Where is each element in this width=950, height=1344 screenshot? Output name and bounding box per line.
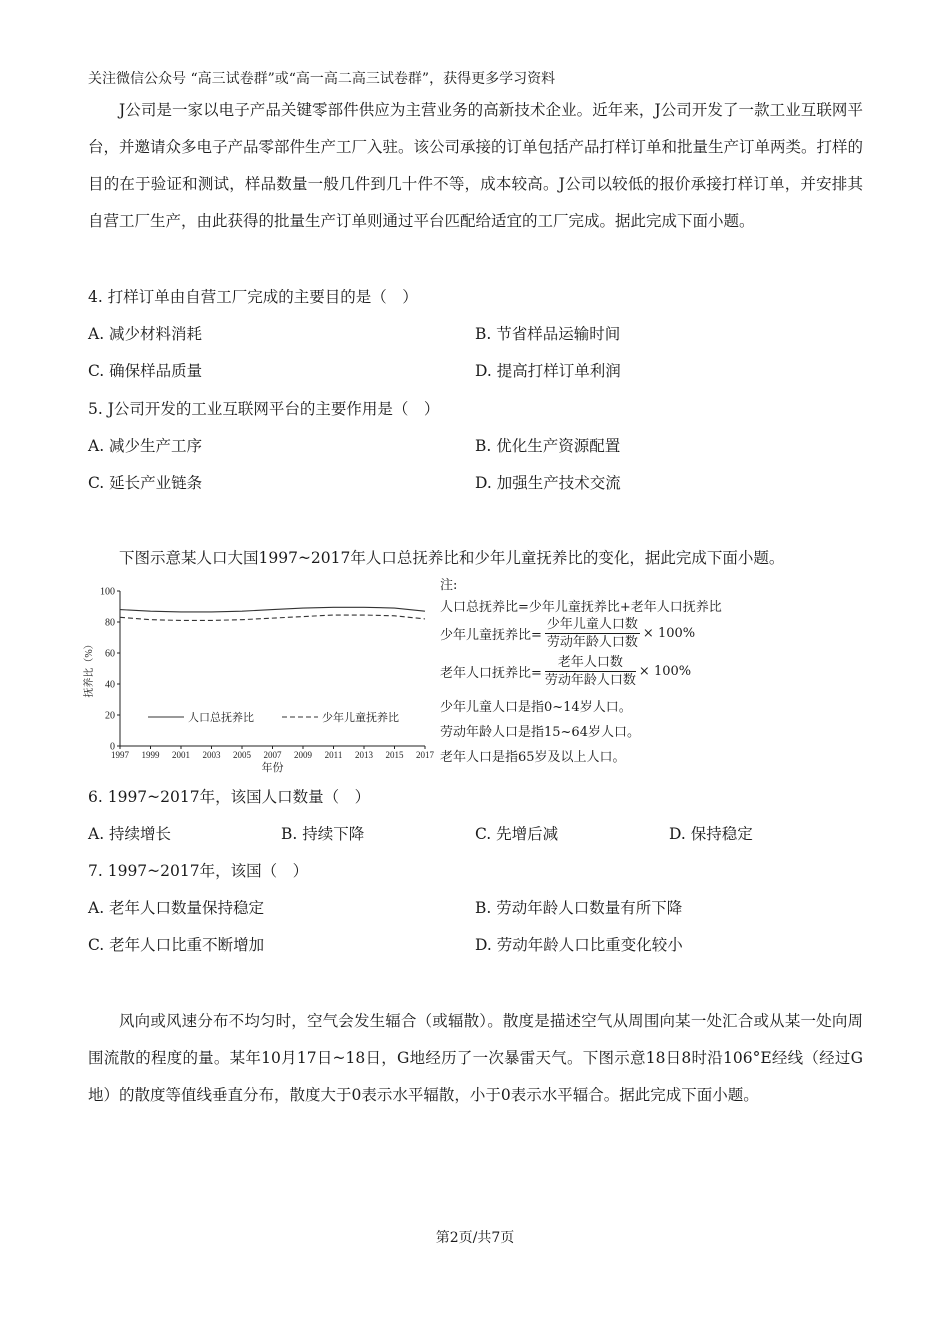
q6-option-a[interactable]: A. 持续增长 (88, 825, 172, 843)
q6-option-c[interactable]: C. 先增后减 (475, 825, 559, 843)
legend-label: 人口总抚养比 (188, 712, 254, 724)
x-tick-label: 2013 (355, 750, 373, 760)
passage-divergence (88, 1003, 863, 1114)
note-line-1: 人口总抚养比=少年儿童抚养比+老年人口抚养比 (440, 600, 722, 615)
numerator: 少年儿童人口数 (546, 617, 638, 632)
y-tick-label: 60 (105, 648, 115, 660)
x-tick-label: 2009 (294, 750, 312, 760)
series-line-2 (120, 615, 425, 620)
y-tick-label: 0 (110, 741, 115, 753)
chart-axes (82, 587, 435, 775)
q7-option-b[interactable]: B. 劳动年龄人口数量有所下降 (475, 899, 683, 917)
q4-option-d[interactable]: D. 提高打样订单利润 (475, 362, 621, 380)
legend-label: 少年儿童抚养比 (322, 712, 399, 724)
q6-stem: 6. 1997~2017年，该国人口数量（ ） (88, 788, 371, 806)
x-tick-label: 2007 (263, 750, 282, 760)
denominator: 劳动年龄人口数 (546, 635, 638, 650)
q4-stem: 4. 打样订单由自营工厂完成的主要目的是（ ） (88, 288, 418, 306)
chart-series (120, 607, 425, 620)
note-line-6: 老年人口是指65岁及以上人口。 (440, 750, 626, 765)
q4-option-c[interactable]: C. 确保样品质量 (88, 362, 203, 380)
y-tick-label: 100 (100, 586, 115, 598)
x-axis-label: 年份 (261, 762, 284, 774)
x-tick-label: 2017 (416, 750, 434, 760)
q5-stem: 5. J公司开发的工业互联网平台的主要作用是（ ） (88, 400, 440, 418)
note-formula-suffix: × 100% (638, 664, 692, 679)
q7-stem: 7. 1997~2017年，该国（ ） (88, 862, 309, 880)
passage-j-company (88, 92, 863, 240)
page-footer: 第2页/共7页 (435, 1230, 515, 1246)
note-formula-label: 老年人口抚养比= (440, 666, 542, 681)
note-formula-label: 少年儿童抚养比= (440, 628, 542, 643)
fraction (545, 616, 640, 651)
note-formula-suffix: × 100% (642, 626, 696, 641)
note-line-4: 少年儿童人口是指0~14岁人口。 (440, 700, 632, 715)
y-tick-label: 80 (105, 617, 115, 629)
q5-option-a[interactable]: A. 减少生产工序 (88, 437, 203, 455)
x-tick-label: 2003 (202, 750, 221, 760)
y-tick-label: 20 (105, 710, 115, 722)
note-line-5: 劳动年龄人口是指15~64岁人口。 (440, 725, 640, 740)
note-line-3 (440, 654, 691, 689)
denominator: 劳动年龄人口数 (544, 673, 636, 688)
passage-text: 风向或风速分布不均匀时，空气会发生辐合（或辐散）。散度是描述空气从周围向某一处汇合或从某一处向周围流散的程度的量。某年10月17日~18日，G地经历了一次暴雷天气。下图示意18日8时沿106°E经线（经过G地）的散度等值线垂直分布，散度大于0表示水平辐散，小于0表示水平辐合。据此完成下面小题。 (88, 1012, 863, 1104)
q5-option-c[interactable]: C. 延长产业链条 (88, 474, 203, 492)
page-header: 关注微信公众号 “高三试卷群”或“高一高二高三试卷群”，获得更多学习资料 (88, 71, 556, 87)
passage-population (88, 540, 863, 577)
passage-text: J公司是一家以电子产品关键零部件供应为主营业务的高新技术企业。近年来，J公司开发了一款工业互联网平台，并邀请众多电子产品零部件生产工厂入驻。该公司承接的订单包括产品打样订单和批量生产订单两类。打样的目的在于验证和测试，样品数量一般几件到几十件不等，成本较高。J公司以较低的报价承接打样订单，并安排其自营工厂生产，由此获得的批量生产订单则通过平台匹配给适宜的工厂完成。据此完成下面小题。 (88, 101, 864, 230)
q7-option-d[interactable]: D. 劳动年龄人口比重变化较小 (475, 936, 683, 954)
q6-option-b[interactable]: B. 持续下降 (281, 825, 365, 843)
y-axis-label: 抚养比（%） (84, 639, 95, 698)
dependency-ratio-chart (80, 580, 440, 780)
x-tick-label: 2011 (324, 750, 343, 760)
passage-text: 下图示意某人口大国1997~2017年人口总抚养比和少年儿童抚养比的变化，据此完成下面小题。 (119, 549, 785, 567)
note-title: 注: (440, 578, 458, 593)
numerator: 老年人口数 (545, 654, 636, 672)
q7-option-c[interactable]: C. 老年人口比重不断增加 (88, 936, 265, 954)
series-line-1 (120, 607, 425, 612)
x-tick-label: 1999 (141, 750, 160, 760)
fraction (545, 654, 636, 689)
q7-option-a[interactable]: A. 老年人口数量保持稳定 (88, 899, 265, 917)
chart-legend (148, 710, 399, 724)
y-tick-label: 40 (105, 679, 115, 691)
x-tick-label: 2005 (233, 750, 251, 760)
x-tick-label: 2001 (172, 750, 190, 760)
x-tick-label: 1997 (111, 750, 129, 760)
x-tick-label: 2015 (385, 750, 404, 760)
note-line-2 (440, 616, 695, 651)
q6-option-d[interactable]: D. 保持稳定 (669, 825, 753, 843)
q4-option-b[interactable]: B. 节省样品运输时间 (475, 325, 621, 343)
q5-option-b[interactable]: B. 优化生产资源配置 (475, 437, 621, 455)
q5-option-d[interactable]: D. 加强生产技术交流 (475, 474, 621, 492)
q4-option-a[interactable]: A. 减少材料消耗 (88, 325, 203, 343)
